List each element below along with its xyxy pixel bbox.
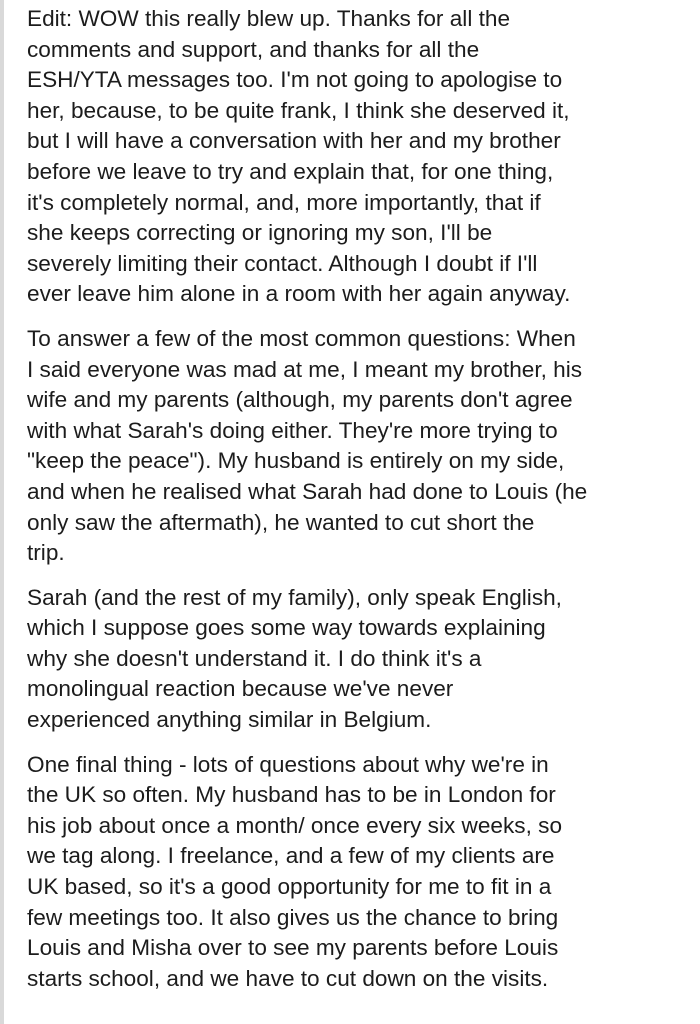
text-line: ever leave him alone in a room with her again anyway. bbox=[27, 281, 571, 307]
text-line: few meetings too. It also gives us the chance to bring bbox=[27, 904, 559, 930]
text-line: severely limiting their contact. Although I doubt if I'll bbox=[27, 250, 538, 276]
text-line: it's completely normal, and, more importantly, that if bbox=[27, 189, 541, 215]
text-line: UK based, so it's a good opportunity for me to fit in a bbox=[27, 874, 552, 900]
text-line: but I will have a conversation with her and my brother bbox=[27, 128, 561, 154]
paragraph-spacer bbox=[27, 736, 687, 750]
paragraph-final-thing bbox=[27, 750, 687, 995]
text-line: her, because, to be quite frank, I think she deserved it, bbox=[27, 97, 570, 123]
text-line: comments and support, and thanks for all the bbox=[27, 36, 480, 62]
text-line: "keep the peace"). My husband is entirely on my side, bbox=[27, 448, 565, 474]
text-line: To answer a few of the most common questions: When bbox=[27, 325, 576, 351]
text-line: Sarah (and the rest of my family), only speak English, bbox=[27, 584, 562, 610]
text-line: trip. bbox=[27, 540, 65, 566]
paragraph-spacer bbox=[27, 310, 687, 324]
text-line: with what Sarah's doing either. They're more trying to bbox=[27, 417, 558, 443]
text-line: starts school, and we have to cut down on the visits. bbox=[27, 965, 549, 991]
paragraph-spacer bbox=[27, 569, 687, 583]
text-line: I said everyone was mad at me, I meant my brother, his bbox=[27, 356, 583, 382]
text-line: One final thing - lots of questions about why we're in bbox=[27, 751, 549, 777]
text-line: Edit: WOW this really blew up. Thanks for all the bbox=[27, 6, 511, 31]
text-line: his job about once a month/ once every six weeks, so bbox=[27, 812, 563, 838]
text-line: and when he realised what Sarah had done to Louis (he bbox=[27, 478, 588, 504]
text-line: wife and my parents (although, my parents don't agree bbox=[27, 387, 573, 413]
left-edge-strip bbox=[0, 0, 4, 1024]
text-line: Louis and Misha over to see my parents before Louis bbox=[27, 935, 559, 961]
text-line: ESH/YTA messages too. I'm not going to apologise to bbox=[27, 67, 563, 93]
text-line: why she doesn't understand it. I do think it's a bbox=[27, 645, 482, 671]
text-line: only saw the aftermath), he wanted to cut short the bbox=[27, 509, 535, 535]
paragraph-edit-note bbox=[27, 4, 687, 310]
paragraph-language bbox=[27, 583, 687, 736]
text-line: monolingual reaction because we've never bbox=[27, 676, 454, 702]
paragraph-common-questions bbox=[27, 324, 687, 569]
post-body bbox=[27, 4, 687, 994]
text-line: experienced anything similar in Belgium. bbox=[27, 707, 432, 733]
text-line: the UK so often. My husband has to be in London for bbox=[27, 782, 556, 808]
text-line: which I suppose goes some way towards explaining bbox=[27, 615, 546, 641]
text-line: before we leave to try and explain that, for one thing, bbox=[27, 158, 554, 184]
text-line: we tag along. I freelance, and a few of my clients are bbox=[27, 843, 555, 869]
text-line: she keeps correcting or ignoring my son, I'll be bbox=[27, 220, 493, 246]
